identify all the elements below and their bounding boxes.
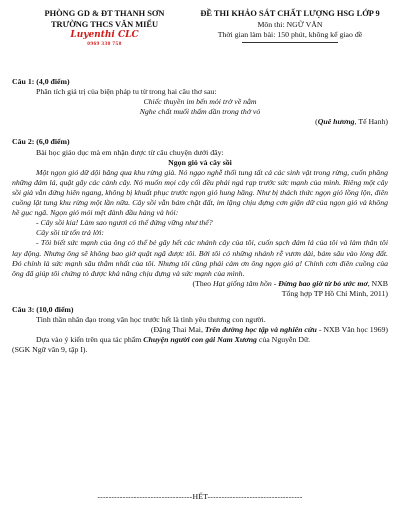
citation-tail: - NXB Văn học 1969) xyxy=(316,325,388,335)
story-source-open: (Theo xyxy=(192,278,214,288)
exam-time: Thời gian làm bài: 150 phút, không kể giao đề xyxy=(217,30,363,39)
task-work: Chuyện người con gái Nam Xương xyxy=(143,335,257,345)
end-mark: ----------------------------------HẾT---------------------------------- xyxy=(97,492,303,501)
question-3-label: Câu 3: (10,0 điểm) xyxy=(12,304,74,314)
phone-number: 0969 330 758 xyxy=(87,41,122,47)
story-source-subtitle: Đừng bao giờ từ bỏ ước mơ xyxy=(278,278,368,288)
question-2-label: Câu 2: (6,0 điểm) xyxy=(12,137,70,147)
brand-logo: Luyenthi CLC xyxy=(70,30,139,40)
story-paragraph-2: - Cây sồi kia! Làm sao ngươi có thể đứng vững như thế? xyxy=(36,218,213,228)
exam-title: ĐỀ THI KHẢO SÁT CHẤT LƯỢNG HSG LỚP 9 xyxy=(200,9,380,18)
source-open: ( xyxy=(315,117,318,127)
question-1-label: Câu 1: (4,0 điểm) xyxy=(12,77,70,86)
source-author: , Tế Hanh) xyxy=(354,117,388,127)
exam-subject: Môn thi: NGỮ VĂN xyxy=(257,19,323,29)
school-name: TRƯỜNG THCS VĂN MIẾU xyxy=(50,19,159,29)
story-paragraph-3: Cây sồi từ tốn trả lời: xyxy=(36,228,104,238)
question-1-prompt: Phân tích giá trị của biện pháp tu từ trong hai câu thơ sau: xyxy=(36,87,217,97)
story-paragraph-4: - Tôi biết sức mạnh của ông có thể bẻ gãy hết các nhánh cây của tôi, cuốn sạch đám lá của tôi và làm thân tôi lay động. Nhưng ông sẽ không bao giờ quật ngã được tôi. Bởi tôi có những nhánh rễ vươn dài, bám sâu vào lòng đất. Đó chính là sức mạnh sâu thẳm nhất của tôi. Nhưng tôi cũng phải cảm ơn ông ngọn gió ạ! Chính cơn điên cuồng của ông đã giúp tôi chứng tỏ được khả năng chịu đựng và sức mạnh của mình. xyxy=(12,238,388,278)
header-school xyxy=(22,9,187,48)
header-underline xyxy=(242,42,338,43)
task-reference: (SGK Ngữ văn 9, tập I). xyxy=(12,345,88,355)
department-name: PHÒNG GD & ĐT THANH SƠN xyxy=(44,9,165,18)
citation-book: Trên đường học tập và nghiên cứu xyxy=(204,325,317,335)
source-title: Quê hương xyxy=(317,117,355,127)
header-exam xyxy=(190,9,390,43)
exam-body xyxy=(12,77,388,355)
story-source xyxy=(12,279,388,289)
verse-line-1: Chiếc thuyền im bến mỏi trở về nằm xyxy=(143,97,257,107)
story-source-line-2: Tổng hợp TP Hồ Chí Minh, 2011) xyxy=(281,288,388,298)
question-3-citation xyxy=(12,325,388,335)
verse-line-2: Nghe chất muối thấm dần trong thớ vỏ xyxy=(139,107,261,117)
story-paragraph-1: Một ngọn gió dữ dội băng qua khu rừng già. Nó ngạo nghễ thổi tung tất cả các sinh vật trong rừng, cuốn phăng những đám lá, quật gãy các cành cây. Nó muốn mọi cây cối đều phải ngả rạp trước sức mạnh của mình. Riêng một cây sồi già vẫn đứng hiên ngang, không bị khuất phục trước ngọn gió hung hăng. Như bị thách thức ngọn gió lồng lộn, điên cuồng lật tung khu rừng một lần nữa. Cây sồi vẫn bám chặt đất, im lặng chịu đựng cơn giận dữ của ngọn gió và không hề gục ngã. Ngọn gió mỏi mệt đành đầu hàng và hỏi: xyxy=(12,167,388,218)
question-3-prompt: Tình thần nhân đạo trong văn học trước hết là tình yêu thương con người. xyxy=(36,315,266,325)
story-source-book: Hạt giống tâm hồn xyxy=(213,278,272,288)
task-prefix: Dựa vào ý kiến trên qua tác phẩm xyxy=(36,335,144,345)
story-source-tail: , NXB xyxy=(367,278,388,288)
story-source-dash: - xyxy=(271,278,279,288)
task-tail: của Nguyễn Dữ. xyxy=(256,335,311,345)
question-2-prompt: Bài học giáo dục mà em nhận được từ câu chuyện dưới đây: xyxy=(36,147,224,157)
question-1-source xyxy=(12,117,388,127)
story-title: Ngọn gió và cây sồi xyxy=(168,157,232,167)
citation-author: (Đặng Thai Mai, xyxy=(150,325,205,335)
question-3-task xyxy=(12,335,388,345)
